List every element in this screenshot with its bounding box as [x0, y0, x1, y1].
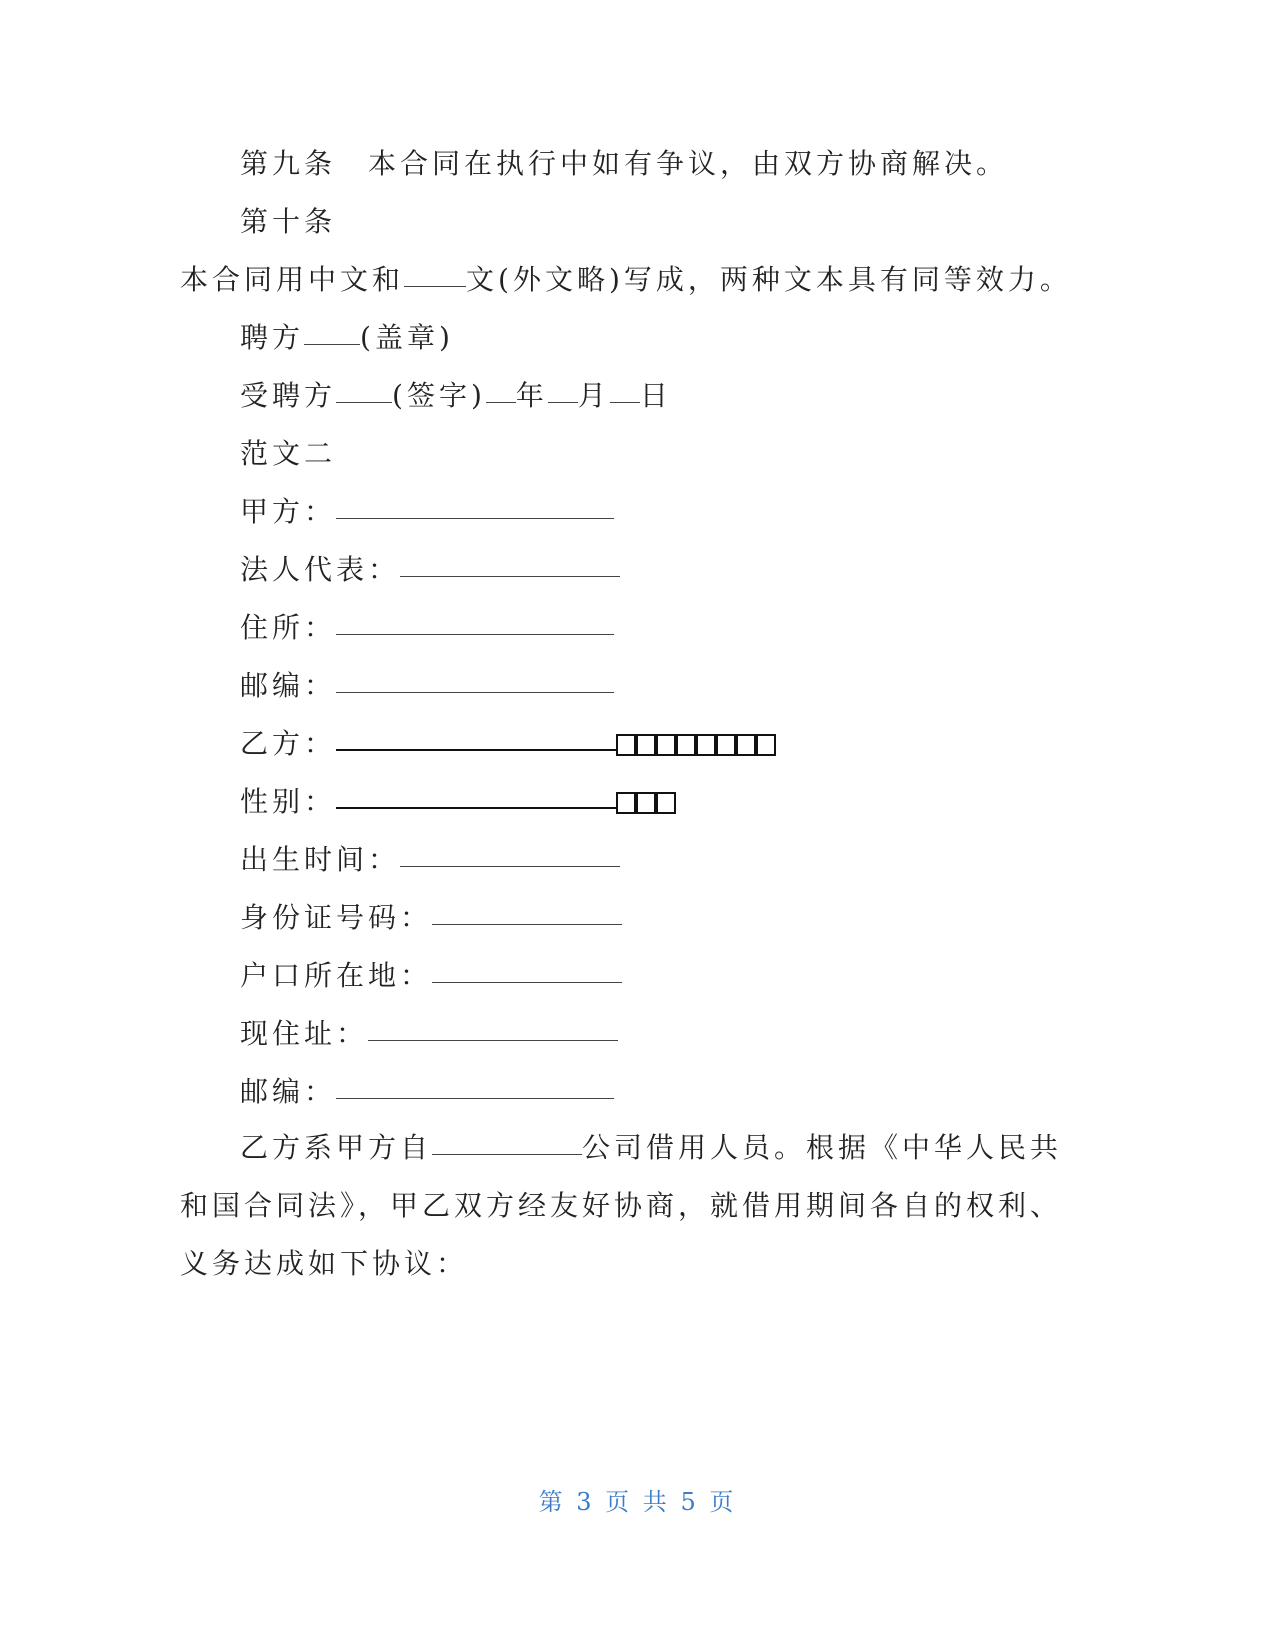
- employee-blank: [336, 402, 392, 403]
- postcode-b-blank: [336, 1098, 614, 1099]
- party-a-line: [240, 494, 614, 530]
- year-blank: [486, 402, 516, 403]
- postcode-blank: [336, 692, 614, 693]
- seal-note: (盖章): [360, 321, 454, 354]
- legal-rep-label: 法人代表：: [240, 553, 401, 586]
- id-number-label: 身份证号码：: [240, 901, 433, 934]
- employee-label: 受聘方: [240, 379, 337, 412]
- day-blank: [610, 402, 640, 403]
- day-label: 日: [639, 379, 672, 412]
- missing-glyph-boxes: [616, 785, 676, 821]
- employer-label: 聘方: [240, 321, 305, 354]
- birth-blank: [400, 866, 620, 867]
- month-blank: [548, 402, 578, 403]
- party-b-blank: [336, 749, 616, 751]
- article-9-text: 第九条 本合同在执行中如有争议，由双方协商解决。: [240, 147, 1009, 180]
- article-10-body: [180, 262, 1072, 298]
- article-10-text-b: 文(外文略)写成，两种文本具有同等效力。: [466, 263, 1072, 296]
- hukou-label: 户口所在地：: [240, 959, 433, 992]
- missing-glyph-boxes: [616, 727, 776, 763]
- gender-blank: [336, 807, 616, 809]
- sample-two-heading: [240, 436, 336, 472]
- agreement-text-b: 公司借用人员。根据《中华人民共: [582, 1131, 1063, 1164]
- employer-blank: [304, 344, 360, 345]
- page-number-text: 第 3 页 共 5 页: [538, 1488, 737, 1516]
- domicile-label: 住所：: [240, 611, 337, 644]
- party-b-label: 乙方：: [240, 727, 337, 760]
- legal-rep-blank: [400, 576, 620, 577]
- domicile-line: [240, 610, 614, 646]
- id-number-blank: [432, 924, 622, 925]
- agreement-text-a: 乙方系甲方自: [240, 1131, 433, 1164]
- agreement-para-line-1: [240, 1130, 1062, 1166]
- gender-label: 性别：: [240, 785, 337, 818]
- party-a-label: 甲方：: [240, 495, 337, 528]
- postcode-label: 邮编：: [240, 669, 337, 702]
- page-number-footer: [0, 1482, 1275, 1517]
- domicile-blank: [336, 634, 614, 635]
- birth-label: 出生时间：: [240, 843, 401, 876]
- year-label: 年: [515, 379, 548, 412]
- company-blank: [432, 1154, 582, 1155]
- employer-seal-line: [240, 320, 454, 356]
- current-address-line: [240, 1016, 618, 1052]
- legal-rep-line: [240, 552, 620, 588]
- article-9: [240, 146, 1008, 182]
- current-address-label: 现住址：: [240, 1017, 369, 1050]
- sample-two-title: 范文二: [240, 437, 337, 470]
- postcode-b-line: [240, 1074, 614, 1110]
- postcode-line: [240, 668, 614, 704]
- gender-line: [240, 784, 676, 820]
- id-number-line: [240, 900, 622, 936]
- agreement-text-3: 义务达成如下协议：: [180, 1247, 469, 1280]
- agreement-text-2: 和国合同法》，甲乙双方经友好协商，就借用期间各自的权利、: [180, 1189, 1063, 1222]
- hukou-line: [240, 958, 622, 994]
- language-blank: [404, 286, 466, 287]
- signature-note: (签字): [392, 379, 486, 412]
- article-10-title: 第十条: [240, 205, 337, 238]
- agreement-para-line-3: [180, 1246, 468, 1282]
- current-address-blank: [368, 1040, 618, 1041]
- article-10-heading: [240, 204, 336, 240]
- employee-sign-line: [240, 378, 672, 414]
- party-a-blank: [336, 518, 614, 519]
- postcode-b-label: 邮编：: [240, 1075, 337, 1108]
- birth-line: [240, 842, 620, 878]
- party-b-line: [240, 726, 776, 762]
- hukou-blank: [432, 982, 622, 983]
- month-label: 月: [577, 379, 610, 412]
- article-10-text-a: 本合同用中文和: [180, 263, 405, 296]
- agreement-para-line-2: [180, 1188, 1062, 1224]
